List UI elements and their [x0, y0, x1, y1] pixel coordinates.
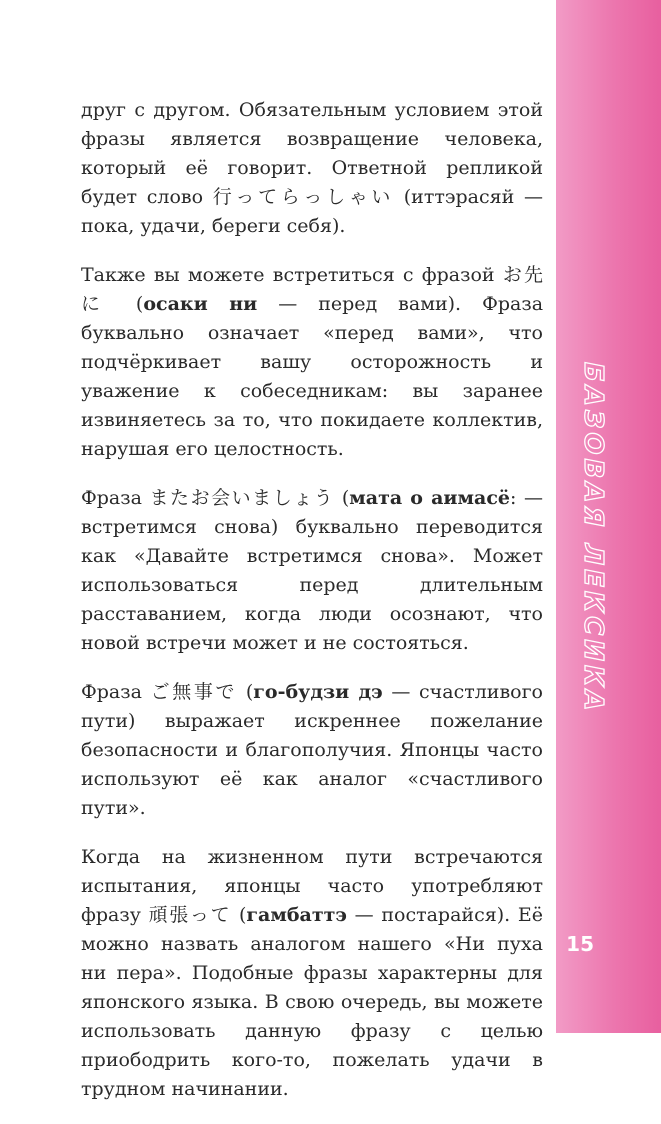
- paragraph-4-text-start: Фраза ご無事で (: [81, 681, 254, 703]
- paragraph-1-text: друг с другом. Обязательным условием этой фразы является возвращение человека, который её говорит. Ответной репликой будет слово 行ってらっしゃい (иттэрасяй — пока, удачи, береги себя).: [81, 99, 543, 237]
- paragraph-4-text-end: — счастливого пути) выражает искреннее пожелание безопасности и благополучия. Японцы часто используют её как аналог «счастливого пути».: [81, 681, 543, 819]
- paragraph-2-transliteration: осаки ни: [143, 293, 258, 315]
- paragraph-5: [81, 843, 543, 1104]
- paragraph-2-text-start: Также вы можете встретиться с фразой お先に (: [81, 264, 543, 315]
- paragraph-2-text-end: — перед вами). Фраза буквально означает «перед вами», что подчёркивает вашу осторожность и уважение к собеседникам: вы заранее извиняетесь за то, что покидаете коллектив, нарушая его целостность.: [81, 293, 544, 460]
- paragraph-3: [81, 484, 543, 658]
- paragraph-5-text-start: Когда на жизненном пути встречаются испытания, японцы часто употребляют фразу 頑張って (: [81, 846, 543, 926]
- paragraph-1: [81, 96, 543, 241]
- paragraph-3-text-start: Фраза またお会いましょう (: [81, 487, 350, 509]
- page-number: 15: [566, 932, 594, 956]
- page-body-text: [81, 96, 543, 1124]
- paragraph-4-transliteration: го-будзи дэ: [253, 681, 383, 703]
- section-title-text: БАЗОВАЯ ЛЕКСИКА: [578, 362, 608, 715]
- chapter-side-band: [556, 0, 661, 1033]
- paragraph-3-text-end: : — встретимся снова) буквально переводится как «Давайте встретимся снова». Может использоваться перед длительным расставанием, когда люди осознают, что новой встречи может и не состояться.: [81, 487, 543, 654]
- paragraph-2: [81, 261, 543, 464]
- paragraph-5-text-end: — постарайся). Её можно назвать аналогом нашего «Ни пуха ни пера». Подобные фразы характерны для японского языка. В свою очередь, вы можете использовать данную фразу с целью приободрить кого-то, пожелать удачи в трудном начинании.: [81, 904, 543, 1100]
- paragraph-5-transliteration: гамбаттэ: [246, 904, 347, 926]
- paragraph-4: [81, 678, 543, 823]
- paragraph-3-transliteration: мата о аимасё: [349, 487, 511, 509]
